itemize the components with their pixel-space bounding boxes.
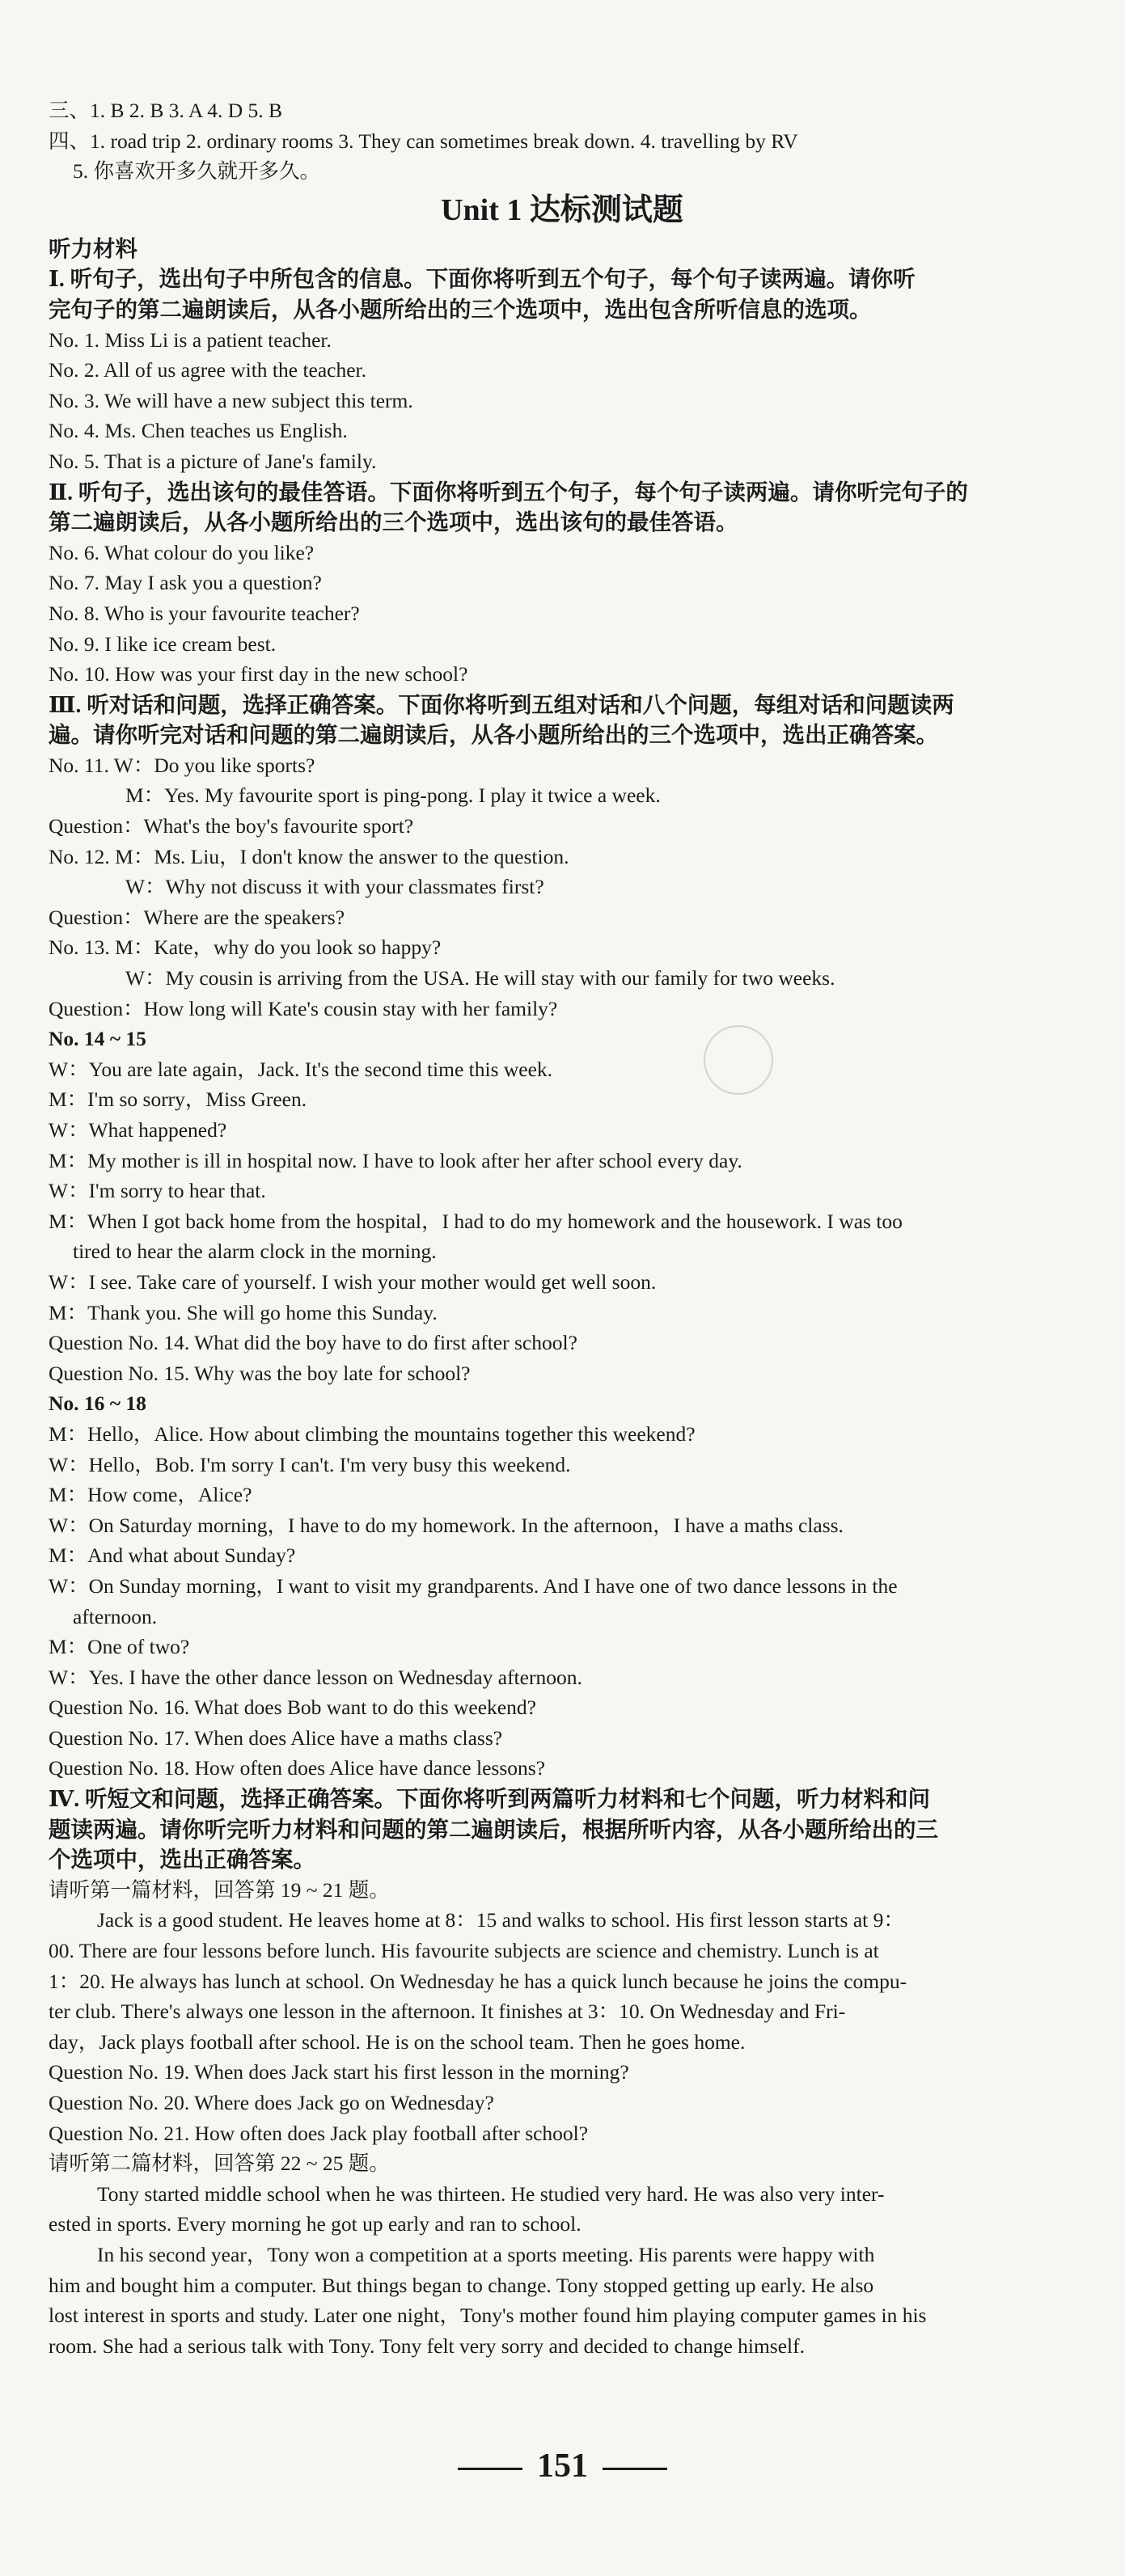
passage-heading: 请听第一篇材料，回答第 19 ~ 21 题。 <box>49 1877 390 1902</box>
footer-dash-right <box>603 2468 667 2470</box>
footer-dash-left <box>458 2468 522 2470</box>
dialogue-line: M：Thank you. She will go home this Sunday. <box>49 1300 438 1324</box>
page-content <box>49 95 1076 2361</box>
question-line: Question No. 18. How often does Alice have dance lessons? <box>49 1756 545 1780</box>
section-3-instruction: 遍。请你听完对话和问题的第二遍朗读后，从各小题所给出的三个选项中，选出正确答案。 <box>49 722 938 748</box>
question-line: Question No. 21. How often does Jack play football after school? <box>49 2121 589 2145</box>
dialogue-line: W：On Sunday morning，I want to visit my grandparents. And I have one of two dance lessons in the <box>49 1573 898 1598</box>
dialogue-line: M：Yes. My favourite sport is ping-pong. I play it twice a week. <box>125 783 661 808</box>
answer-line-3: 三、1. B 2. B 3. A 4. D 5. B <box>49 99 283 122</box>
question-line: No. 1. Miss Li is a patient teacher. <box>49 327 332 352</box>
passage-line: 1：20. He always has lunch at school. On Wednesday he has a quick lunch because he joins the compu- <box>49 1969 907 1993</box>
question-line: No. 6. What colour do you like? <box>49 540 315 564</box>
section-4-instruction: 个选项中，选出正确答案。 <box>49 1847 315 1873</box>
dialogue-line: W：You are late again，Jack. It's the second time this week. <box>49 1057 553 1081</box>
passage-line: him and bought him a computer. But things began to change. Tony stopped getting up early. He also <box>49 2273 874 2297</box>
passage-line: Jack is a good student. He leaves home at 8：15 and walks to school. His first lesson starts at 9： <box>97 1908 904 1932</box>
question-line: Question No. 15. Why was the boy late for school? <box>49 1361 471 1385</box>
passage-line: ested in sports. Every morning he got up early and ran to school. <box>49 2212 582 2236</box>
passage-heading: 请听第二篇材料，回答第 22 ~ 25 题。 <box>49 2152 390 2176</box>
dialogue-line: M：One of two? <box>49 1635 190 1659</box>
passage-line: ter club. There's always one lesson in the afternoon. It finishes at 3：10. On Wednesday and Fri- <box>49 2000 846 2024</box>
dialogue-line: No. 12. M：Ms. Liu，I don't know the answer to the question. <box>49 844 569 868</box>
section-4-instruction: Ⅳ. 听短文和问题，选择正确答案。下面你将听到两篇听力材料和七个问题，听力材料和问 <box>49 1786 930 1812</box>
section-label: 听力材料 <box>49 235 137 261</box>
dialogue-line: M：I'm so sorry，Miss Green. <box>49 1087 307 1112</box>
dialogue-line: W：On Saturday morning，I have to do my homework. In the afternoon，I have a maths class. <box>49 1513 844 1537</box>
question-line: Question：How long will Kate's cousin stay with her family? <box>49 996 558 1020</box>
question-line: No. 3. We will have a new subject this term. <box>49 388 413 412</box>
passage-line: Tony started middle school when he was thirteen. He studied very hard. He was also very inter- <box>97 2181 885 2206</box>
faint-stamp-icon <box>704 1025 773 1095</box>
question-line: Question：What's the boy's favourite sport? <box>49 814 414 838</box>
dialogue-line: afternoon. <box>73 1604 158 1628</box>
question-line: No. 5. That is a picture of Jane's family. <box>49 449 377 473</box>
passage-line: In his second year，Tony won a competition at a sports meeting. His parents were happy with <box>97 2242 875 2266</box>
question-line: No. 4. Ms. Chen teaches us English. <box>49 419 348 443</box>
page-footer <box>0 2442 1125 2490</box>
answer-line-4: 四、1. road trip 2. ordinary rooms 3. They can sometimes break down. 4. travelling by RV <box>49 129 798 153</box>
question-line: Question No. 19. When does Jack start his first lesson in the morning? <box>49 2060 629 2084</box>
question-line: Question No. 14. What did the boy have to do first after school? <box>49 1331 577 1355</box>
dialogue-line: W：I see. Take care of yourself. I wish your mother would get well soon. <box>49 1269 657 1294</box>
passage-line: 00. There are four lessons before lunch. His favourite subjects are science and chemistry. Lunch is at <box>49 1939 879 1963</box>
page-number: 151 <box>537 2447 588 2485</box>
section-4-instruction: 题读两遍。请你听完听力材料和问题的第二遍朗读后，根据所听内容，从各小题所给出的三 <box>49 1816 938 1842</box>
dialogue-line: M：How come，Alice? <box>49 1483 252 1507</box>
dialogue-line: W：I'm sorry to hear that. <box>49 1179 266 1203</box>
section-2-instruction: 第二遍朗读后，从各小题所给出的三个选项中，选出该句的最佳答语。 <box>49 509 738 535</box>
dialogue-line: M：Hello，Alice. How about climbing the mountains together this weekend? <box>49 1421 696 1446</box>
question-line: Question No. 16. What does Bob want to do this weekend? <box>49 1696 536 1720</box>
question-line: Question No. 17. When does Alice have a maths class? <box>49 1725 503 1750</box>
question-line: No. 8. Who is your favourite teacher? <box>49 601 360 625</box>
dialogue-line: tired to hear the alarm clock in the morning. <box>73 1239 437 1264</box>
question-line: No. 9. I like ice cream best. <box>49 631 277 656</box>
dialogue-line: W：Hello，Bob. I'm sorry I can't. I'm very busy this weekend. <box>49 1452 571 1476</box>
answer-line-5: 5. 你喜欢开多久就开多久。 <box>73 159 321 184</box>
section-3-instruction: Ⅲ. 听对话和问题，选择正确答案。下面你将听到五组对话和八个问题，每组对话和问题读两 <box>49 691 954 717</box>
group-heading: No. 14 ~ 15 <box>49 1027 146 1051</box>
dialogue-line: No. 11. W：Do you like sports? <box>49 753 315 777</box>
question-line: Question No. 20. Where does Jack go on Wednesday? <box>49 2091 494 2114</box>
question-line: No. 10. How was your first day in the new school? <box>49 662 468 686</box>
dialogue-line: M：When I got back home from the hospital，I had to do my homework and the housework. I was too <box>49 1209 903 1233</box>
question-line: No. 2. All of us agree with the teacher. <box>49 358 367 382</box>
dialogue-line: W：What happened? <box>49 1118 227 1142</box>
section-2-instruction: Ⅱ. 听句子，选出该句的最佳答语。下面你将听到五个句子，每个句子读两遍。请你听完句子的 <box>49 479 968 505</box>
dialogue-line: W：My cousin is arriving from the USA. He will stay with our family for two weeks. <box>125 966 835 990</box>
section-1-instruction: Ⅰ. 听句子，选出句子中所包含的信息。下面你将听到五个句子，每个句子读两遍。请你听 <box>49 266 916 292</box>
question-line: No. 7. May I ask you a question? <box>49 571 322 595</box>
dialogue-line: M：My mother is ill in hospital now. I have to look after her after school every day. <box>49 1148 742 1172</box>
passage-line: room. She had a serious talk with Tony. Tony felt very sorry and decided to change himself. <box>49 2333 805 2358</box>
group-heading: No. 16 ~ 18 <box>49 1391 146 1416</box>
section-1-instruction: 完句子的第二遍朗读后，从各小题所给出的三个选项中，选出包含所听信息的选项。 <box>49 296 872 322</box>
dialogue-line: M：And what about Sunday? <box>49 1543 296 1568</box>
dialogue-line: W：Yes. I have the other dance lesson on Wednesday afternoon. <box>49 1665 582 1689</box>
passage-line: lost interest in sports and study. Later one night，Tony's mother found him playing computer games in his <box>49 2304 927 2328</box>
page-title: Unit 1 达标测试题 <box>441 192 683 227</box>
question-line: Question：Where are the speakers? <box>49 905 345 929</box>
dialogue-line: W：Why not discuss it with your classmates first? <box>125 875 544 899</box>
dialogue-line: No. 13. M：Kate，why do you look so happy? <box>49 935 442 960</box>
passage-line: day，Jack plays football after school. He is on the school team. Then he goes home. <box>49 2029 746 2054</box>
